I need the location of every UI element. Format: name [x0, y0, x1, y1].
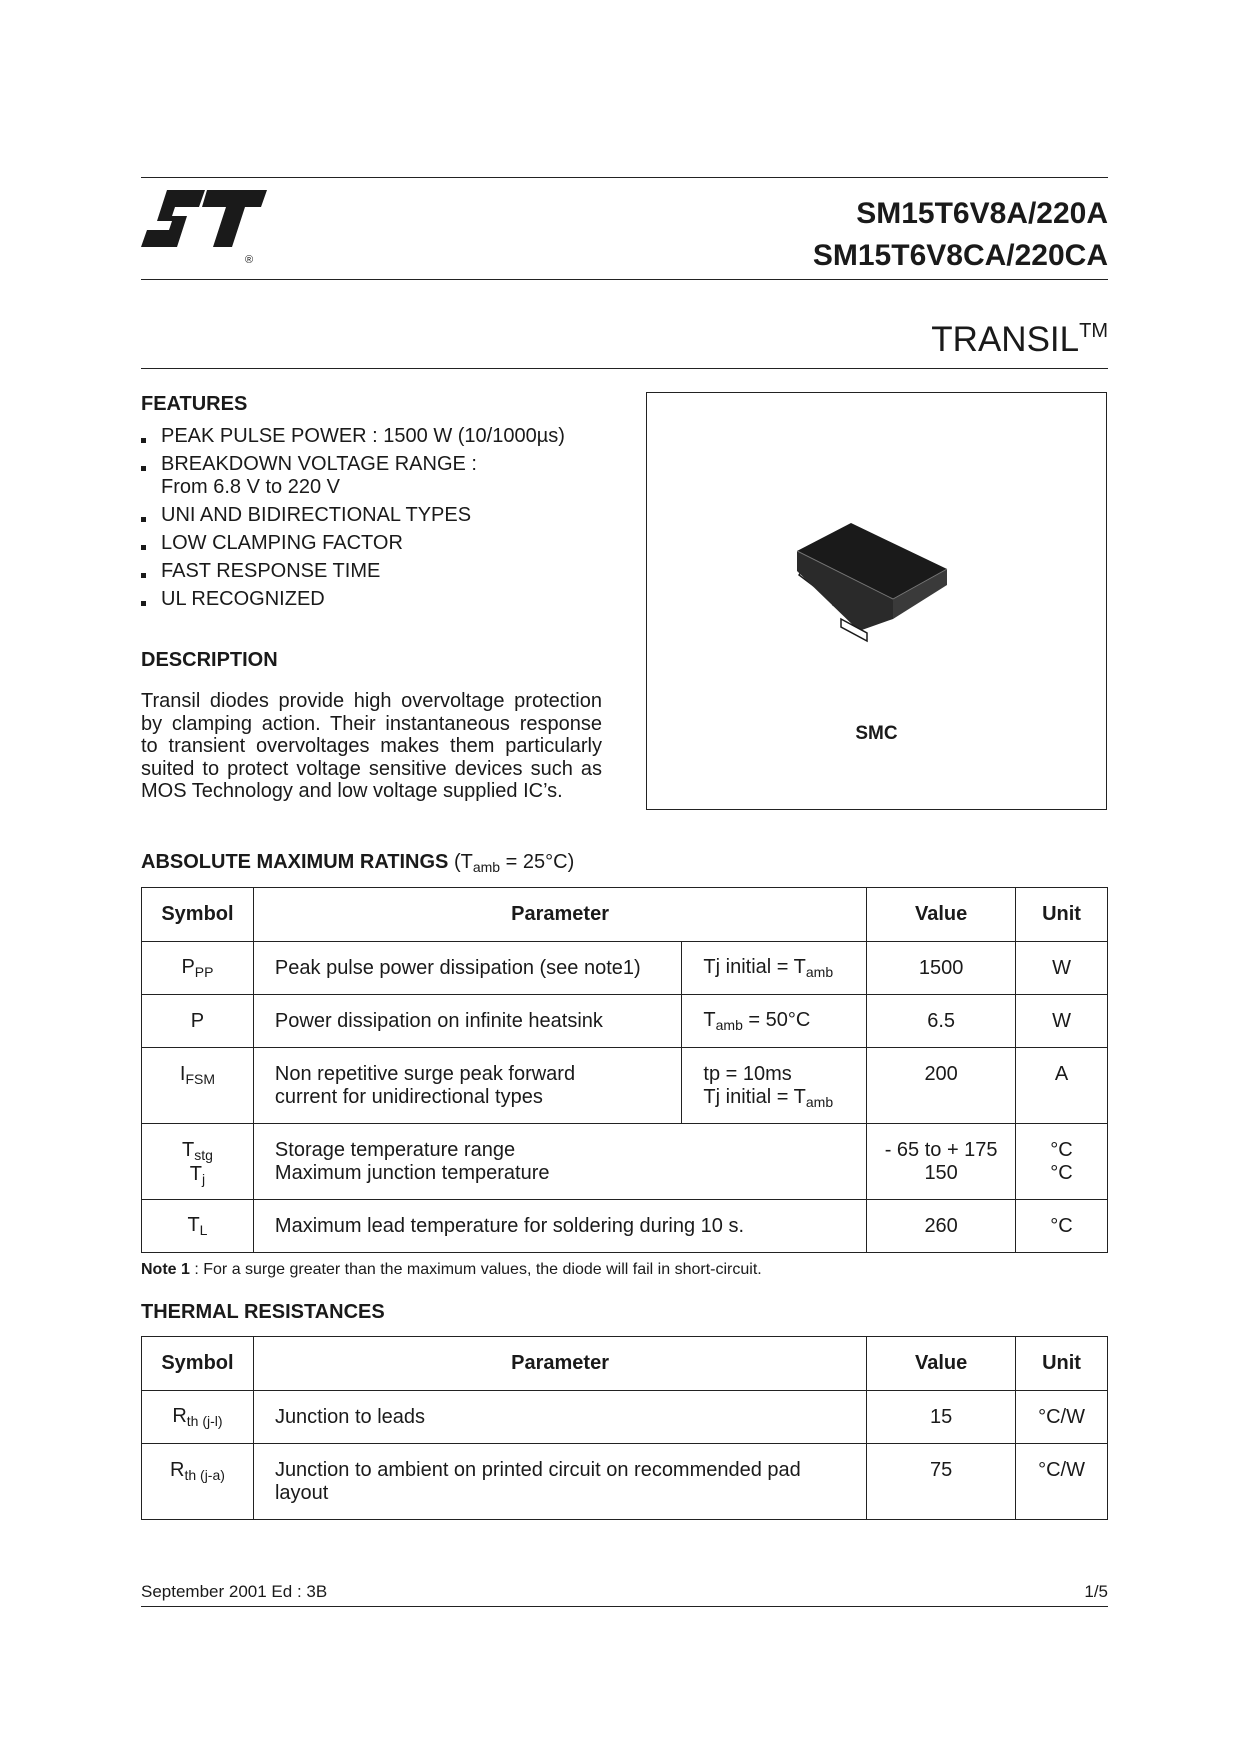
unit-cell: °C/W [1016, 1444, 1108, 1520]
amr-header-row [142, 888, 1108, 942]
value-cell: 260 [867, 1200, 1016, 1253]
bullet-icon [141, 573, 146, 578]
part-number-line2: SM15T6V8CA/220CA [812, 239, 1108, 272]
unit-cell: °C [1016, 1200, 1108, 1253]
unit-cell: °C °C [1016, 1124, 1108, 1200]
col-parameter: Parameter [253, 888, 866, 942]
feature-subtext: From 6.8 V to 220 V [161, 476, 340, 498]
bullet-icon [141, 517, 146, 522]
part-number-line1: SM15T6V8A/220A [856, 197, 1108, 230]
unit-cell: A [1016, 1048, 1108, 1124]
symbol-cell: $P_{PP}$ [142, 942, 254, 995]
table-row [142, 1391, 1108, 1444]
symbol-cell: $R_{th (j-a)}$ [142, 1444, 254, 1520]
footer-date-edition: September 2001 Ed : 3B [141, 1582, 328, 1601]
col-parameter: Parameter [253, 1337, 866, 1391]
product-family-name: TRANSIL [931, 320, 1080, 359]
feature-item: UNI AND BIDIRECTIONAL TYPES [141, 504, 565, 527]
features-heading: FEATURES [141, 393, 248, 415]
value-cell: 15 [867, 1391, 1016, 1444]
package-label: SMC [855, 723, 898, 744]
thermal-heading: THERMAL RESISTANCES [141, 1301, 385, 1323]
description-text: Transil diodes provide high overvoltage protection by clamping action. Their instantaneous response to transient overvoltages makes them particularly suited to protect voltage sensitive devices such as MOS Technology and low voltage supplied IC’s. [141, 690, 602, 802]
symbol-cell: $T_{stg}$ $T_j$ [142, 1124, 254, 1200]
table-row [142, 1444, 1108, 1520]
top-rule [141, 177, 1108, 178]
value-cell: - 65 to + 175 150 [867, 1124, 1016, 1200]
title-rule [141, 368, 1108, 369]
parameter-cell: Storage temperature range Maximum junction temperature [253, 1124, 866, 1200]
bullet-icon [141, 601, 146, 606]
symbol-cell: $I_{FSM}$ [142, 1048, 254, 1124]
condition-cell: $T_{amb} = 50^\circ C$ [682, 995, 867, 1048]
registered-mark: ® [245, 254, 254, 266]
symbol-cell: $R_{th (j-l)}$ [142, 1391, 254, 1444]
table-row [142, 942, 1108, 995]
table-row [142, 1200, 1108, 1253]
smc-package-icon [797, 523, 957, 653]
header-rule [141, 279, 1108, 280]
feature-item: BREAKDOWN VOLTAGE RANGE : From 6.8 V to 220 V [141, 453, 565, 499]
bullet-icon [141, 466, 146, 471]
parameter-cell: Non repetitive surge peak forward current for unidirectional types [253, 1048, 682, 1124]
unit-cell: W [1016, 995, 1108, 1048]
product-family [931, 320, 1108, 360]
col-unit: Unit [1016, 888, 1108, 942]
thermal-table [141, 1336, 1108, 1520]
symbol-cell: $T_L$ [142, 1200, 254, 1253]
bullet-icon [141, 438, 146, 443]
feature-item: PEAK PULSE POWER : 1500 W (10/1000µs) [141, 425, 565, 448]
value-cell: 200 [867, 1048, 1016, 1124]
features-list [141, 425, 565, 616]
thermal-header-row [142, 1337, 1108, 1391]
amr-heading: ABSOLUTE MAXIMUM RATINGS $(T_{amb} = 25^\circ C)$ [141, 851, 575, 875]
footer-rule [141, 1606, 1108, 1607]
col-value: Value [867, 1337, 1016, 1391]
parameter-cell: Junction to ambient on printed circuit on recommended pad layout [253, 1444, 866, 1520]
parameter-cell: Peak pulse power dissipation (see note1) [253, 942, 682, 995]
col-symbol: Symbol [142, 1337, 254, 1391]
value-cell: 6.5 [867, 995, 1016, 1048]
note-1: Note 1 : For a surge greater than the maximum values, the diode will fail in short-circuit. [141, 1261, 762, 1278]
value-cell: 1500 [867, 942, 1016, 995]
bullet-icon [141, 545, 146, 550]
amr-table [141, 887, 1108, 1253]
parameter-cell: Power dissipation on infinite heatsink [253, 995, 682, 1048]
condition-cell: Tj initial = $T_{amb}$ [682, 942, 867, 995]
unit-cell: °C/W [1016, 1391, 1108, 1444]
col-unit: Unit [1016, 1337, 1108, 1391]
col-symbol: Symbol [142, 888, 254, 942]
feature-item: FAST RESPONSE TIME [141, 560, 565, 583]
table-row [142, 1048, 1108, 1124]
feature-item: LOW CLAMPING FACTOR [141, 532, 565, 555]
description-heading: DESCRIPTION [141, 649, 278, 671]
symbol-cell: P [142, 995, 254, 1048]
parameter-cell: Maximum lead temperature for soldering during 10 s. [253, 1200, 866, 1253]
table-row [142, 995, 1108, 1048]
value-cell: 75 [867, 1444, 1016, 1520]
parameter-cell: Junction to leads [253, 1391, 866, 1444]
feature-item: UL RECOGNIZED [141, 588, 565, 611]
trademark-mark: TM [1079, 320, 1108, 342]
footer-page-number: 1/5 [1084, 1582, 1108, 1601]
col-value: Value [867, 888, 1016, 942]
st-logo [141, 185, 271, 271]
unit-cell: W [1016, 942, 1108, 995]
st-logo-icon [141, 185, 271, 271]
package-box [646, 392, 1107, 810]
condition-cell: tp = 10ms Tj initial = $T_{amb}$ [682, 1048, 867, 1124]
table-row [142, 1124, 1108, 1200]
